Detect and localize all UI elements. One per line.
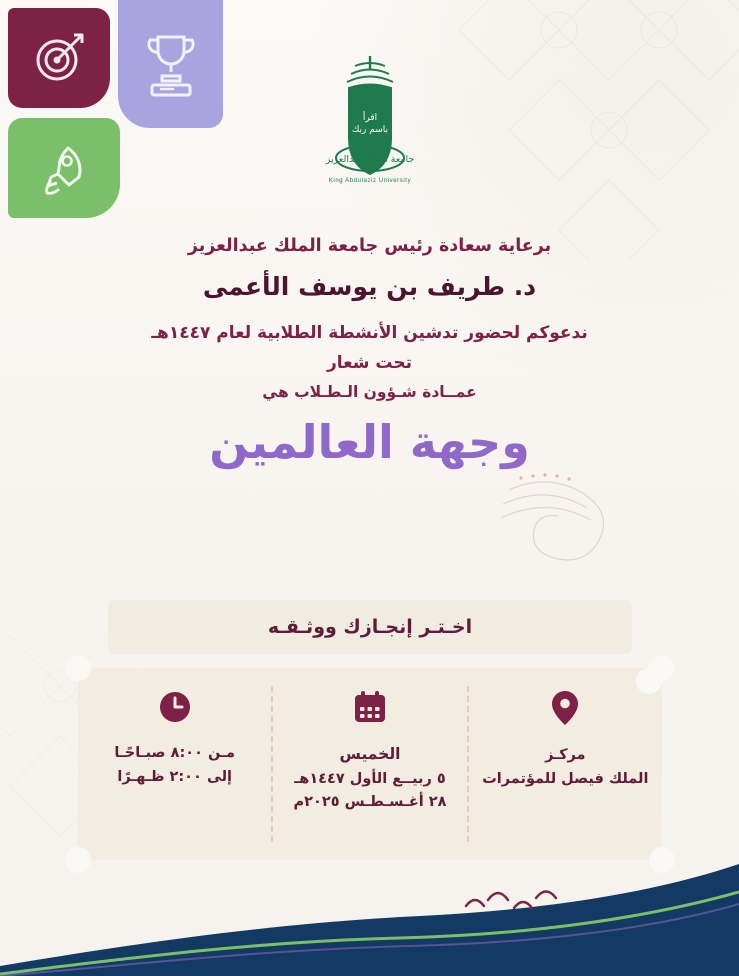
patronage-line: برعاية سعادة رئيس جامعة الملك عبدالعزيز <box>187 236 552 256</box>
kau-logo-icon <box>305 48 435 196</box>
ticket-notch-top-right <box>649 655 675 681</box>
svg-text:جامعة الملك عبدالعزيز: جامعة الملك عبدالعزيز <box>325 154 414 165</box>
detail-place <box>469 668 662 860</box>
date-line-2: ٥ ربيــع الأول ١٤٤٧هـ <box>294 770 446 787</box>
sub-banner <box>108 600 632 654</box>
date-line-1: الخميس <box>339 745 401 763</box>
svg-text:اقرأ: اقرأ <box>362 113 377 123</box>
detail-date-lines <box>294 742 447 815</box>
target-icon <box>30 29 88 87</box>
host-name: د. طريف بن يوسف الأعمى <box>202 272 537 301</box>
tile-rocket <box>8 118 120 218</box>
clock-icon <box>158 690 192 728</box>
tile-target <box>8 8 110 108</box>
deanship-line: عمــادة شـؤون الـطـلاب هي <box>262 383 477 401</box>
ornamental-pattern-icon <box>449 0 739 260</box>
svg-text:King Abdulaziz University: King Abdulaziz University <box>328 178 411 184</box>
svg-text:باسم ربك: باسم ربك <box>351 125 388 135</box>
tile-trophy <box>118 0 223 128</box>
time-line-1: مـن ٨:٠٠ صبـاحًـا <box>114 745 235 761</box>
swirl-decoration-icon <box>499 470 649 580</box>
time-line-2: إلى ٢:٠٠ ظـهـرًا <box>117 768 233 785</box>
calendar-icon <box>353 690 387 728</box>
poster-text-block <box>0 236 739 470</box>
place-line-2: الملك فيصل للمؤتمرات <box>482 770 649 787</box>
invitation-line: ندعوكم لحضور تدشين الأنشطة الطلابية لعام ١٤٤٧هـ <box>151 323 588 343</box>
bottom-wave-decoration <box>0 846 739 976</box>
detail-place-lines <box>482 744 648 792</box>
under-slogan-label: تحت شعار <box>326 353 413 373</box>
slogan-text: وجهة العالمين <box>209 415 530 469</box>
details-ticket <box>78 668 662 860</box>
location-pin-icon <box>550 690 580 730</box>
detail-date <box>273 668 466 860</box>
detail-time <box>78 668 271 860</box>
birds-decoration-icon <box>462 884 572 924</box>
icon-tiles-group <box>0 0 230 220</box>
sub-banner-text: اخـتـر إنجـازك ووثـقـه <box>267 616 473 638</box>
trophy-icon <box>140 29 202 99</box>
date-line-3: ٢٨ أغـسـطـس ٢٠٢٥م <box>293 794 447 811</box>
rocket-icon <box>35 139 93 197</box>
university-logo <box>304 48 436 200</box>
detail-time-lines <box>114 742 235 790</box>
place-line-1: مركـز <box>545 747 586 763</box>
